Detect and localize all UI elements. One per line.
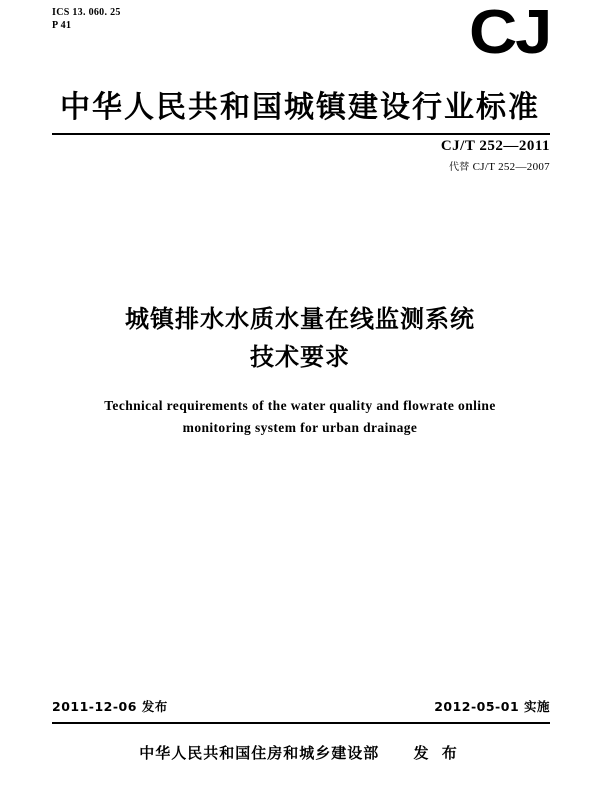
cj-logo: CJ	[468, 0, 550, 67]
standard-heading: 中华人民共和国城镇建设行业标准	[60, 90, 540, 125]
standard-number-block	[441, 138, 550, 173]
effective-date: 2012-05-01 实施	[434, 699, 550, 714]
title-chinese-line-2: 技术要求	[250, 343, 350, 371]
divider-bottom	[52, 722, 550, 724]
dates-row	[52, 697, 550, 715]
publisher-row	[0, 742, 600, 763]
replaces-line	[441, 158, 550, 173]
issue-date: 2011-12-06 发布	[52, 699, 168, 714]
divider-top	[52, 133, 550, 135]
title-chinese	[0, 300, 600, 376]
title-chinese-line-1: 城镇排水水质水量在线监测系统	[125, 305, 475, 333]
classification-codes	[52, 6, 121, 32]
title-english-line-1: Technical requirements of the water quality and flowrate online	[104, 398, 496, 413]
publish-word: 发 布	[413, 744, 461, 762]
ics-code: ICS 13. 060. 25	[52, 7, 121, 18]
publisher-name: 中华人民共和国住房和城乡建设部	[139, 744, 380, 762]
title-english-line-2: monitoring system for urban drainage	[182, 420, 418, 435]
title-english	[60, 395, 540, 439]
standard-number: CJ/T 252—2011	[440, 138, 550, 154]
replaces-number: CJ/T 252—2007	[472, 161, 550, 173]
replaces-label: 代替	[448, 162, 470, 173]
category-code: P 41	[52, 20, 72, 31]
